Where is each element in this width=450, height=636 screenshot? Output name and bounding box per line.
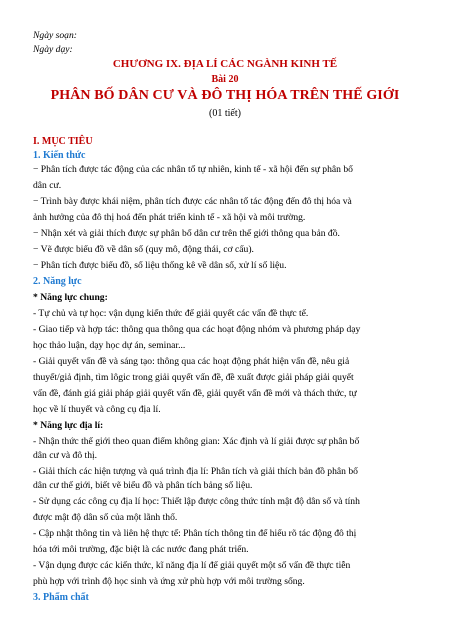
general-competency-line: - Tự chủ và tự học: vận dụng kiến thức để giải quyết các vấn đề thực tế. bbox=[33, 308, 309, 319]
section-heading-objectives: I. MỤC TIÊU bbox=[33, 136, 93, 147]
general-competency-line: - Giao tiếp và hợp tác: thông qua thông qua các hoạt động nhóm và phương pháp dạy bbox=[33, 324, 361, 335]
geography-competency-line: được mật độ dân số của một lãnh thổ. bbox=[33, 512, 178, 523]
general-competency-line: thuyết/giả định, tìm lôgic trong giải quyết vấn đề, đề xuất được giải pháp giải quyết bbox=[33, 372, 354, 383]
general-competency-heading: * Năng lực chung: bbox=[33, 292, 108, 303]
knowledge-line: − Phân tích được tác động của các nhân tố tự nhiên, kinh tế - xã hội đến sự phân bố bbox=[33, 164, 353, 175]
general-competency-line: - Giải quyết vấn đề và sáng tạo: thông qua các hoạt động phát hiện vấn đề, nêu giả bbox=[33, 356, 350, 367]
geography-competency-line: - Vận dụng được các kiến thức, kĩ năng địa lí để giải quyết một số vấn đề thực tiễn bbox=[33, 560, 351, 571]
geography-competency-line: hóa tới môi trường, đặc biệt là các nước đang phát triển. bbox=[33, 544, 249, 555]
general-competency-line: học thảo luận, dạy học dự án, seminar... bbox=[33, 340, 186, 351]
geography-competency-line: - Giải thích các hiện tượng và quá trình địa lí: Phân tích và giải thích bản đồ phân bố bbox=[33, 466, 358, 477]
general-competency-line: vấn đề, đánh giá giải pháp giải quyết vấn đề, giải quyết vấn đề mới và thách thức, tự bbox=[33, 388, 357, 399]
subheading-qualities: 3. Phẩm chất bbox=[33, 592, 89, 603]
geography-competency-line: phù hợp với trình độ học sinh và ứng xử phù hợp với môi trường sống. bbox=[33, 576, 305, 587]
geography-competency-line: - Cập nhật thông tin và liên hệ thực tế: Phân tích thông tin để hiểu rõ tác động đô thị bbox=[33, 528, 357, 539]
knowledge-line: − Nhận xét và giải thích được sự phân bố dân cư trên thế giới thông qua bản đồ. bbox=[33, 228, 340, 239]
teach-date-label: Ngày dạy: bbox=[33, 44, 73, 55]
knowledge-line: dân cư. bbox=[33, 180, 62, 191]
period-count: (01 tiết) bbox=[209, 108, 241, 119]
subheading-competency: 2. Năng lực bbox=[33, 276, 82, 287]
geography-competency-line: - Nhận thức thế giới theo quan điểm không gian: Xác định và lí giải được sự phân bố bbox=[33, 436, 360, 447]
knowledge-line: ảnh hưởng của đô thị hoá đến phát triển kinh tế - xã hội và môi trường. bbox=[33, 212, 306, 223]
chapter-title: CHƯƠNG IX. ĐỊA LÍ CÁC NGÀNH KINH TẾ bbox=[112, 58, 338, 70]
geography-competency-line: - Sử dụng các công cụ địa lí học: Thiết lập được công thức tính mật độ dân số và tính bbox=[33, 496, 360, 507]
page-title: PHÂN BỐ DÂN CƯ VÀ ĐÔ THỊ HÓA TRÊN THẾ GIỚI bbox=[50, 88, 400, 103]
geography-competency-line: dân cư và đô thị. bbox=[33, 450, 98, 461]
prep-date-label: Ngày soạn: bbox=[33, 30, 77, 41]
subheading-knowledge: 1. Kiến thức bbox=[33, 150, 86, 161]
geography-competency-line: dân cư thế giới, biết vẽ biểu đồ và phân tích bảng số liệu. bbox=[33, 480, 253, 491]
knowledge-line: − Phân tích được biểu đồ, số liệu thống kê về dân số, xử lí số liệu. bbox=[33, 260, 287, 271]
knowledge-line: − Trình bày được khái niệm, phân tích được các nhân tố tác động đến đô thị hóa và bbox=[33, 196, 352, 207]
geography-competency-heading: * Năng lực địa lí: bbox=[33, 420, 104, 431]
knowledge-line: − Vẽ được biểu đồ về dân số (quy mô, động thái, cơ cấu). bbox=[33, 244, 254, 255]
lesson-number: Bài 20 bbox=[211, 74, 239, 85]
general-competency-line: học về lí thuyết và công cụ địa lí. bbox=[33, 404, 161, 415]
